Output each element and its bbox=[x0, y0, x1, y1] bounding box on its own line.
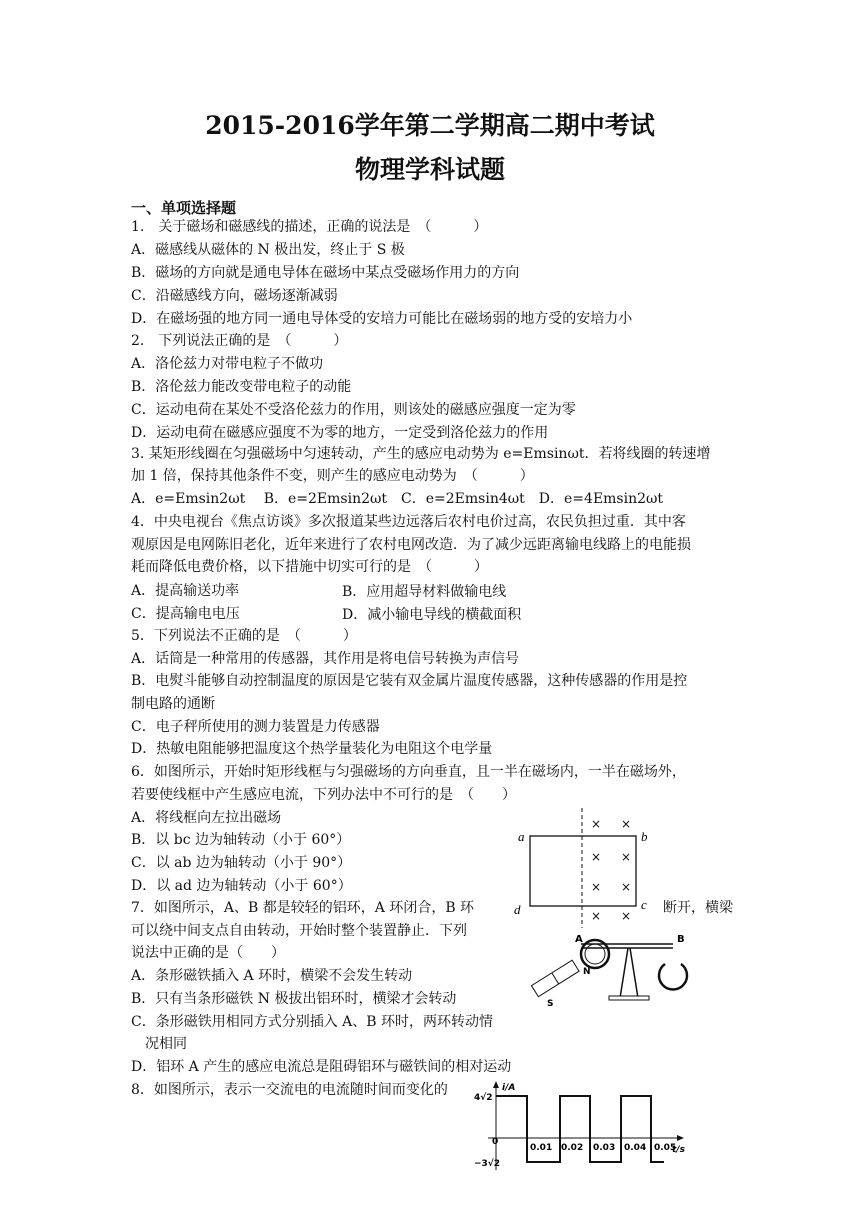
q4-option-d: D．减小输电导线的横截面积 bbox=[342, 607, 522, 623]
q6-option-c: C．以 ab 边为轴转动（小于 90°） bbox=[131, 855, 352, 871]
q6-option-a: A．将线框向左拉出磁场 bbox=[131, 810, 282, 826]
q5-option-b-2: 制电路的通断 bbox=[131, 696, 215, 712]
label-c: c bbox=[641, 897, 647, 912]
q3-stem-2: 加 1 倍，保持其他条件不变，则产生的感应电动势为 （ ） bbox=[131, 468, 534, 484]
q5-option-a: A．话筒是一种常用的传感器，其作用是将电信号转换为声信号 bbox=[131, 651, 520, 667]
x-tick-label: 0.01 bbox=[530, 1143, 553, 1153]
q7-option-a: A．条形磁铁插入 A 环时，横梁不会发生转动 bbox=[131, 968, 413, 984]
origin-label: 0 bbox=[492, 1137, 499, 1147]
q2-option-b: B．洛伦兹力能改变带电粒子的动能 bbox=[131, 379, 352, 395]
q1-option-a: A．磁感线从磁体的 N 极出发，终止于 S 极 bbox=[131, 242, 405, 258]
svg-text:×: × bbox=[621, 880, 632, 894]
q6-option-b: B．以 bc 边为轴转动（小于 60°） bbox=[131, 832, 351, 848]
q4-stem-3: 耗而降低电费价格，以下措施中切实可行的是 （ ） bbox=[131, 559, 488, 575]
q6-stem-1: 6．如图所示，开始时矩形线框与匀强磁场的方向垂直，且一半在磁场内，一半在磁场外， bbox=[131, 764, 686, 780]
label-N: N bbox=[583, 967, 591, 977]
svg-text:×: × bbox=[591, 909, 602, 923]
q4-stem-2: 观原因是电网陈旧老化，近年来进行了农村电网改造．为了减少远距离输电线路上的电能损 bbox=[131, 537, 691, 553]
q7-stem-1a: 7．如图所示，A、B 都是较轻的铝环，A 环闭合，B 环 bbox=[131, 900, 475, 916]
label-a: a bbox=[518, 829, 525, 844]
q8-stem: 8．如图所示，表示一交流电的电流随时间而变化的 bbox=[131, 1082, 448, 1098]
q2-option-a: A．洛伦兹力对带电粒子不做功 bbox=[131, 356, 324, 372]
q7-figure bbox=[525, 928, 695, 1008]
x-tick-label: 0.02 bbox=[561, 1143, 584, 1153]
q2-option-d: D．运动电荷在磁感应强度不为零的地方，一定受到洛伦兹力的作用 bbox=[131, 425, 549, 441]
svg-text:×: × bbox=[621, 817, 632, 831]
q7-option-c-1: C．条形磁铁用相同方式分别插入 A、B 环时，两环转动情 bbox=[131, 1014, 494, 1030]
svg-text:×: × bbox=[591, 817, 602, 831]
q3-options: A．e=Emsin2ωt B．e=2Emsin2ωt C．e=2Emsin4ωt D．e=4Emsin2ωt bbox=[131, 491, 664, 507]
q2-stem: 2. 下列说法正确的是 （ ） bbox=[131, 333, 348, 349]
q1-option-d: D．在磁场强的地方同一通电导体受的安培力可能比在磁场弱的地方受的安培力小 bbox=[131, 311, 633, 327]
q7-stem-2: 可以绕中间支点自由转动，开始时整个装置静止．下列 bbox=[131, 923, 467, 939]
q7-stem-1b: 断开，横梁 bbox=[663, 900, 733, 916]
q5-stem: 5．下列说法不正确的是 （ ） bbox=[131, 628, 357, 644]
label-d: d bbox=[514, 902, 521, 917]
page-subtitle: 物理学科试题 bbox=[354, 155, 505, 184]
q8-chart bbox=[474, 1078, 690, 1174]
q1-stem: 1. 关于磁场和磁感线的描述，正确的说法是 （ ） bbox=[131, 219, 488, 235]
q7-stem-3: 说法中正确的是（ ） bbox=[131, 945, 285, 961]
q6-option-d: D．以 ad 边为轴转动（小于 60°） bbox=[131, 878, 352, 894]
svg-text:×: × bbox=[621, 850, 632, 864]
q4-option-c: C．提高输电电压 bbox=[131, 606, 240, 622]
y-tick-neg: −3√2 bbox=[474, 1159, 501, 1169]
q1-option-b: B．磁场的方向就是通电导体在磁场中某点受磁场作用力的方向 bbox=[131, 265, 520, 281]
q7-option-c-2: 况相同 bbox=[145, 1036, 187, 1052]
svg-text:×: × bbox=[621, 909, 632, 923]
label-ring-A: A bbox=[575, 934, 583, 945]
label-b: b bbox=[641, 829, 648, 844]
x-axis-label: t/s bbox=[672, 1145, 685, 1155]
q5-option-d: D．热敏电阻能够把温度这个热学量装化为电阻这个电学量 bbox=[131, 741, 493, 757]
x-tick-label: 0.03 bbox=[593, 1143, 616, 1153]
q2-option-c: C．运动电荷在某处不受洛伦兹力的作用，则该处的磁感应强度一定为零 bbox=[131, 402, 576, 418]
q5-option-b-1: B．电熨斗能够自动控制温度的原因是它装有双金属片温度传感器，这种传感器的作用是控 bbox=[131, 673, 688, 689]
svg-text:×: × bbox=[591, 850, 602, 864]
q6-figure bbox=[508, 806, 658, 930]
x-tick-label: 0.04 bbox=[624, 1143, 647, 1153]
q1-option-c: C．沿磁感线方向，磁场逐渐减弱 bbox=[131, 288, 338, 304]
x-tick-label: 0.05 bbox=[654, 1143, 677, 1153]
svg-text:×: × bbox=[591, 880, 602, 894]
q7-option-d: D．铝环 A 产生的感应电流总是阻碍铝环与磁铁间的相对运动 bbox=[131, 1059, 512, 1075]
q7-option-b: B．只有当条形磁铁 N 极拔出铝环时，横梁才会转动 bbox=[131, 991, 457, 1007]
label-S: S bbox=[547, 999, 554, 1008]
q6-stem-2: 若要使线框中产生感应电流，下列办法中不可行的是 （ ） bbox=[131, 787, 516, 803]
q5-option-c: C．电子秤所使用的测力装置是力传感器 bbox=[131, 719, 380, 735]
y-axis-label: i/A bbox=[502, 1083, 516, 1093]
label-ring-B: B bbox=[677, 934, 685, 945]
q4-stem-1: 4．中央电视台《焦点访谈》多次报道某些边远落后农村电价过高，农民负担过重．其中客 bbox=[131, 514, 686, 530]
q4-option-b: B．应用超导材料做输电线 bbox=[342, 584, 507, 600]
section-heading: 一、单项选择题 bbox=[131, 199, 237, 217]
page-title: 2015-2016学年第二学期高二期中考试 bbox=[205, 111, 655, 140]
q3-stem-1: 3. 某矩形线圈在匀强磁场中匀速转动，产生的感应电动势为 e=Emsinωt．若将线圈的转速增 bbox=[131, 446, 711, 462]
q4-option-a: A．提高输送功率 bbox=[131, 583, 240, 599]
y-tick-pos: 4√2 bbox=[474, 1093, 493, 1103]
